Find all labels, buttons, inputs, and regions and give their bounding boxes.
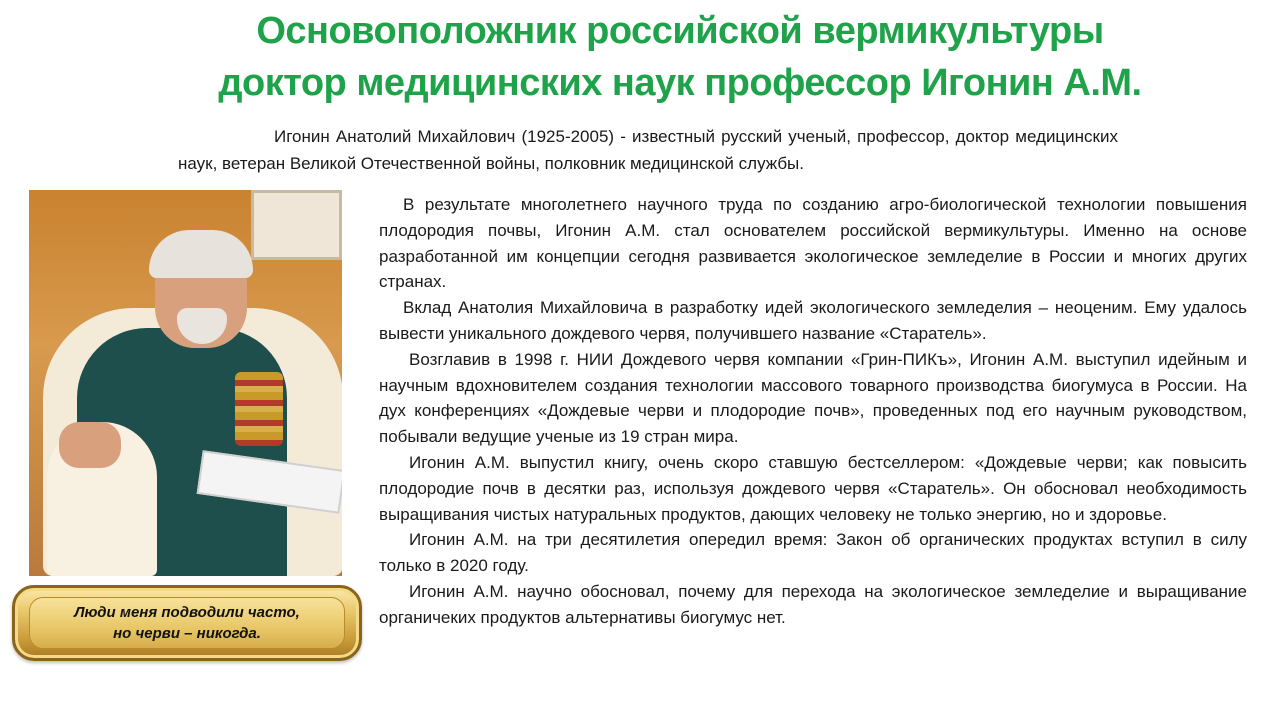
paragraph-4 xyxy=(379,450,1247,527)
paragraph-2-text: Вклад Анатолия Михайловича в разработку идей экологического земледелия – неоценим. Ему удалось вывести уникального дождевого червя, получившего название «Старатель». xyxy=(379,298,1247,343)
quote-plaque xyxy=(12,585,362,661)
body-text xyxy=(379,192,1247,631)
paragraph-6-text: Игонин А.М. научно обосновал, почему для перехода на экологическое земледелие и выращивание органичеких продуктов альтернативы биогумус нет. xyxy=(379,581,1247,627)
title-line-2: доктор медицинских наук профессор Игонин А.М. xyxy=(218,62,1142,104)
paragraph-4-text: Игонин А.М. выпустил книгу, очень скоро ставшую бестселлером: «Дождевые черви; как повысить плодородие почв в десятки раз, используя дождевого червя «Старатель». Он обосновал необходимость выращивания чистых натуральных продуктов, дающих человеку не только энергию, но и здоровье. xyxy=(379,452,1247,524)
intro-text: Игонин Анатолий Михайлович (1925-2005) - известный русский ученый, профессор, доктор медицинских наук, ветеран Великой Отечественной войны, полковник медицинской службы. xyxy=(178,127,1118,173)
paragraph-1 xyxy=(379,192,1247,295)
quote-line-1: Люди меня подводили часто, xyxy=(74,604,300,621)
medals xyxy=(235,372,283,446)
quote-line-2: но черви – никогда. xyxy=(113,625,261,642)
paragraph-6 xyxy=(379,579,1247,631)
paragraph-5 xyxy=(379,527,1247,579)
portrait-photo xyxy=(29,190,342,576)
paragraph-1-text: В результате многолетнего научного труда по созданию агро-биологической технологии повышения плодородия почвы, Игонин А.М. стал основателем российской вермикультуры. Именно на основе разработанной им концепции сегодня развивается экологическое земледелие в России и многих других странах. xyxy=(379,195,1247,292)
quote-inner xyxy=(29,597,345,649)
paragraph-3 xyxy=(379,347,1247,450)
title-line-1: Основоположник российской вермикультуры xyxy=(256,10,1104,52)
paragraph-5-text: Игонин А.М. на три десятилетия опередил время: Закон об органических продуктах вступил в силу только в 2020 году. xyxy=(379,530,1247,576)
intro-paragraph xyxy=(178,123,1118,177)
hair xyxy=(149,230,253,278)
paragraph-3-text: Возглавив в 1998 г. НИИ Дождевого червя компании «Грин-ПИКъ», Игонин А.М. выступил идейным и научным вдохновителем создания технологии массового товарного производства биогумуса в России. На дух конференциях «Дождевые черви и плодородие почв», проведенных под его научным руководством, побывали ведущие ученые из 19 стран мира. xyxy=(379,349,1247,447)
hand xyxy=(59,422,121,468)
wall-picture xyxy=(251,190,342,260)
paragraph-2 xyxy=(379,295,1247,347)
